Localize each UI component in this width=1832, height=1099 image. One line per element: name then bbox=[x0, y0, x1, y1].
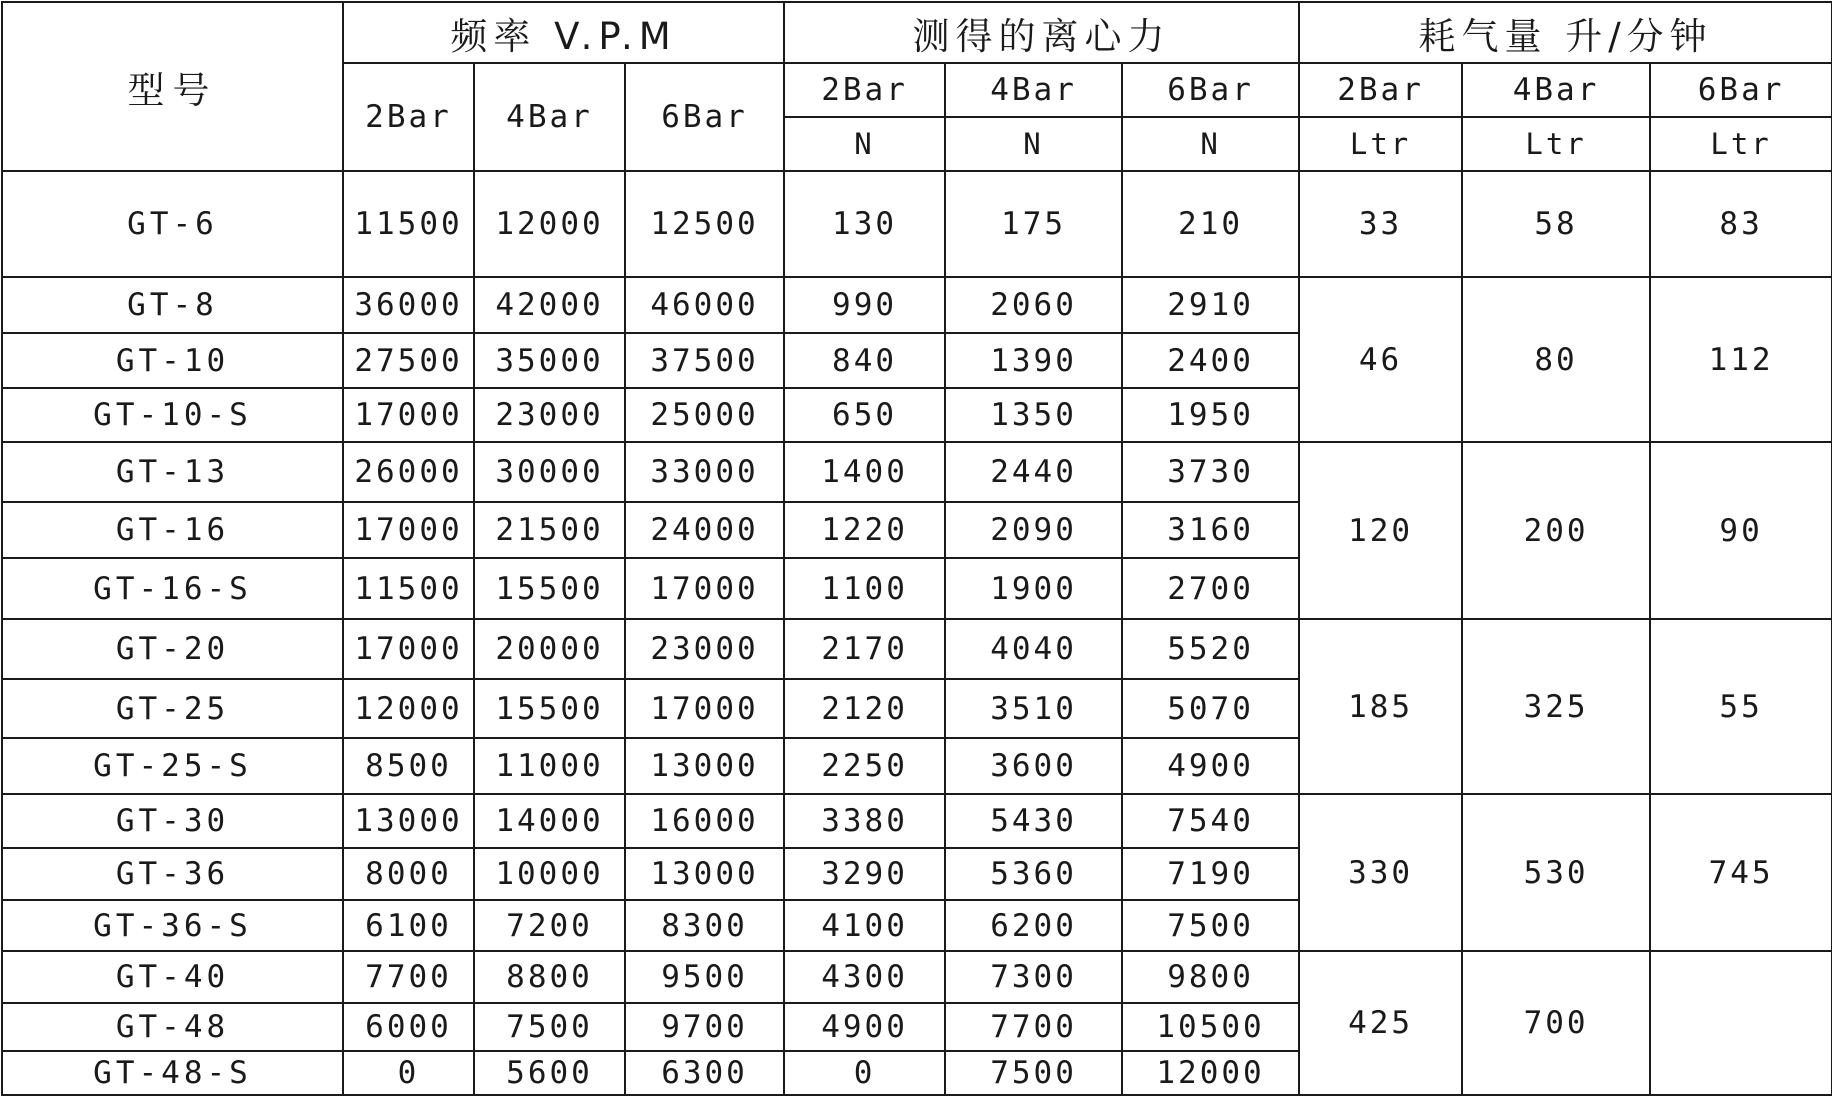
force-unit: N bbox=[784, 117, 945, 171]
table-row bbox=[2, 951, 1832, 1003]
air-consumption-cell: 58 bbox=[1462, 171, 1650, 277]
frequency-cell: 0 bbox=[343, 1051, 474, 1095]
force-cell: 2440 bbox=[945, 442, 1122, 502]
air-consumption-cell: 745 bbox=[1650, 794, 1832, 951]
air-consumption-cell: 700 bbox=[1462, 951, 1650, 1095]
frequency-cell: 12000 bbox=[474, 171, 625, 277]
force-cell: 3290 bbox=[784, 848, 945, 900]
force-cell: 1350 bbox=[945, 388, 1122, 442]
air-pressure-header: 4Bar bbox=[1462, 63, 1650, 117]
force-cell: 2120 bbox=[784, 679, 945, 738]
model-cell: GT-25-S bbox=[2, 738, 343, 794]
air-consumption-cell: 530 bbox=[1462, 794, 1650, 951]
force-cell: 2090 bbox=[945, 502, 1122, 558]
model-cell: GT-13 bbox=[2, 442, 343, 502]
model-cell: GT-16-S bbox=[2, 558, 343, 619]
frequency-group-header: 频率 V.P.M bbox=[343, 2, 784, 63]
frequency-cell: 27500 bbox=[343, 333, 474, 388]
force-cell: 650 bbox=[784, 388, 945, 442]
force-cell: 4900 bbox=[784, 1003, 945, 1051]
frequency-cell: 15500 bbox=[474, 679, 625, 738]
force-cell: 840 bbox=[784, 333, 945, 388]
force-cell: 4900 bbox=[1122, 738, 1299, 794]
force-cell: 3380 bbox=[784, 794, 945, 848]
frequency-cell: 8300 bbox=[625, 900, 784, 951]
model-cell: GT-10-S bbox=[2, 388, 343, 442]
frequency-cell: 16000 bbox=[625, 794, 784, 848]
force-cell: 7300 bbox=[945, 951, 1122, 1003]
frequency-cell: 8800 bbox=[474, 951, 625, 1003]
model-cell: GT-16 bbox=[2, 502, 343, 558]
model-cell: GT-30 bbox=[2, 794, 343, 848]
force-cell: 3160 bbox=[1122, 502, 1299, 558]
frequency-cell: 6100 bbox=[343, 900, 474, 951]
air-consumption-cell bbox=[1650, 951, 1832, 1095]
frequency-cell: 7700 bbox=[343, 951, 474, 1003]
table-row bbox=[2, 619, 1832, 679]
force-cell: 5430 bbox=[945, 794, 1122, 848]
force-cell: 7540 bbox=[1122, 794, 1299, 848]
force-cell: 7700 bbox=[945, 1003, 1122, 1051]
force-cell: 12000 bbox=[1122, 1051, 1299, 1095]
frequency-cell: 33000 bbox=[625, 442, 784, 502]
air-consumption-cell: 112 bbox=[1650, 277, 1832, 442]
model-cell: GT-36 bbox=[2, 848, 343, 900]
air-consumption-cell: 425 bbox=[1299, 951, 1462, 1095]
frequency-cell: 14000 bbox=[474, 794, 625, 848]
air-consumption-cell: 33 bbox=[1299, 171, 1462, 277]
table-body bbox=[2, 171, 1832, 1095]
force-pressure-header: 2Bar bbox=[784, 63, 945, 117]
force-cell: 4300 bbox=[784, 951, 945, 1003]
force-cell: 3510 bbox=[945, 679, 1122, 738]
frequency-cell: 12500 bbox=[625, 171, 784, 277]
table-row bbox=[2, 171, 1832, 277]
frequency-cell: 37500 bbox=[625, 333, 784, 388]
force-cell: 1390 bbox=[945, 333, 1122, 388]
force-cell: 3600 bbox=[945, 738, 1122, 794]
frequency-cell: 25000 bbox=[625, 388, 784, 442]
frequency-cell: 6000 bbox=[343, 1003, 474, 1051]
air-consumption-cell: 200 bbox=[1462, 442, 1650, 619]
force-cell: 9800 bbox=[1122, 951, 1299, 1003]
force-pressure-header: 4Bar bbox=[945, 63, 1122, 117]
force-cell: 6200 bbox=[945, 900, 1122, 951]
frequency-cell: 30000 bbox=[474, 442, 625, 502]
force-cell: 2700 bbox=[1122, 558, 1299, 619]
frequency-cell: 35000 bbox=[474, 333, 625, 388]
model-cell: GT-8 bbox=[2, 277, 343, 333]
force-unit: N bbox=[945, 117, 1122, 171]
air-pressure-header: 2Bar bbox=[1299, 63, 1462, 117]
frequency-cell: 7200 bbox=[474, 900, 625, 951]
air-consumption-cell: 120 bbox=[1299, 442, 1462, 619]
force-cell: 2250 bbox=[784, 738, 945, 794]
force-cell: 2910 bbox=[1122, 277, 1299, 333]
air-consumption-cell: 83 bbox=[1650, 171, 1832, 277]
frequency-cell: 12000 bbox=[343, 679, 474, 738]
force-cell: 130 bbox=[784, 171, 945, 277]
frequency-cell: 9500 bbox=[625, 951, 784, 1003]
model-cell: GT-40 bbox=[2, 951, 343, 1003]
force-cell: 990 bbox=[784, 277, 945, 333]
model-cell: GT-48 bbox=[2, 1003, 343, 1051]
frequency-cell: 17000 bbox=[343, 619, 474, 679]
force-unit: N bbox=[1122, 117, 1299, 171]
frequency-cell: 7500 bbox=[474, 1003, 625, 1051]
frequency-cell: 46000 bbox=[625, 277, 784, 333]
air-consumption-cell: 80 bbox=[1462, 277, 1650, 442]
frequency-cell: 36000 bbox=[343, 277, 474, 333]
frequency-cell: 6300 bbox=[625, 1051, 784, 1095]
force-cell: 1950 bbox=[1122, 388, 1299, 442]
force-cell: 1100 bbox=[784, 558, 945, 619]
frequency-cell: 24000 bbox=[625, 502, 784, 558]
air-consumption-cell: 90 bbox=[1650, 442, 1832, 619]
model-cell: GT-10 bbox=[2, 333, 343, 388]
force-cell: 7500 bbox=[945, 1051, 1122, 1095]
air-consumption-cell: 185 bbox=[1299, 619, 1462, 794]
specification-table bbox=[1, 1, 1832, 1096]
model-cell: GT-6 bbox=[2, 171, 343, 277]
force-cell: 10500 bbox=[1122, 1003, 1299, 1051]
force-pressure-header: 6Bar bbox=[1122, 63, 1299, 117]
air-consumption-cell: 330 bbox=[1299, 794, 1462, 951]
frequency-cell: 17000 bbox=[625, 679, 784, 738]
frequency-cell: 42000 bbox=[474, 277, 625, 333]
air-consumption-cell: 46 bbox=[1299, 277, 1462, 442]
force-cell: 1400 bbox=[784, 442, 945, 502]
frequency-cell: 23000 bbox=[625, 619, 784, 679]
frequency-cell: 11500 bbox=[343, 171, 474, 277]
force-cell: 2060 bbox=[945, 277, 1122, 333]
force-cell: 3730 bbox=[1122, 442, 1299, 502]
force-cell: 210 bbox=[1122, 171, 1299, 277]
table-row bbox=[2, 442, 1832, 502]
force-cell: 4100 bbox=[784, 900, 945, 951]
table-row bbox=[2, 277, 1832, 333]
model-cell: GT-25 bbox=[2, 679, 343, 738]
frequency-cell: 9700 bbox=[625, 1003, 784, 1051]
table-header bbox=[2, 2, 1832, 171]
air-unit: Ltr bbox=[1462, 117, 1650, 171]
force-cell: 1220 bbox=[784, 502, 945, 558]
frequency-cell: 21500 bbox=[474, 502, 625, 558]
frequency-cell: 15500 bbox=[474, 558, 625, 619]
frequency-cell: 17000 bbox=[343, 388, 474, 442]
frequency-cell: 8500 bbox=[343, 738, 474, 794]
air-unit: Ltr bbox=[1650, 117, 1832, 171]
force-cell: 5070 bbox=[1122, 679, 1299, 738]
air-unit: Ltr bbox=[1299, 117, 1462, 171]
model-cell: GT-48-S bbox=[2, 1051, 343, 1095]
frequency-cell: 8000 bbox=[343, 848, 474, 900]
frequency-cell: 13000 bbox=[625, 848, 784, 900]
frequency-cell: 26000 bbox=[343, 442, 474, 502]
frequency-cell: 11000 bbox=[474, 738, 625, 794]
header-row-groups bbox=[2, 2, 1832, 63]
force-cell: 7500 bbox=[1122, 900, 1299, 951]
force-cell: 0 bbox=[784, 1051, 945, 1095]
model-cell: GT-36-S bbox=[2, 900, 343, 951]
air-consumption-group-header: 耗气量 升/分钟 bbox=[1299, 2, 1832, 63]
frequency-cell: 11500 bbox=[343, 558, 474, 619]
freq-pressure-header: 2Bar bbox=[343, 63, 474, 171]
frequency-cell: 10000 bbox=[474, 848, 625, 900]
air-pressure-header: 6Bar bbox=[1650, 63, 1832, 117]
model-cell: GT-20 bbox=[2, 619, 343, 679]
table-row bbox=[2, 794, 1832, 848]
air-consumption-cell: 325 bbox=[1462, 619, 1650, 794]
frequency-cell: 23000 bbox=[474, 388, 625, 442]
centrifugal-force-group-header: 测得的离心力 bbox=[784, 2, 1299, 63]
force-cell: 2400 bbox=[1122, 333, 1299, 388]
force-cell: 5520 bbox=[1122, 619, 1299, 679]
frequency-cell: 17000 bbox=[625, 558, 784, 619]
frequency-cell: 17000 bbox=[343, 502, 474, 558]
frequency-cell: 13000 bbox=[343, 794, 474, 848]
frequency-cell: 5600 bbox=[474, 1051, 625, 1095]
force-cell: 2170 bbox=[784, 619, 945, 679]
air-consumption-cell: 55 bbox=[1650, 619, 1832, 794]
force-cell: 7190 bbox=[1122, 848, 1299, 900]
force-cell: 4040 bbox=[945, 619, 1122, 679]
model-column-header: 型号 bbox=[2, 2, 343, 171]
frequency-cell: 20000 bbox=[474, 619, 625, 679]
force-cell: 1900 bbox=[945, 558, 1122, 619]
freq-pressure-header: 6Bar bbox=[625, 63, 784, 171]
frequency-cell: 13000 bbox=[625, 738, 784, 794]
freq-pressure-header: 4Bar bbox=[474, 63, 625, 171]
force-cell: 5360 bbox=[945, 848, 1122, 900]
force-cell: 175 bbox=[945, 171, 1122, 277]
